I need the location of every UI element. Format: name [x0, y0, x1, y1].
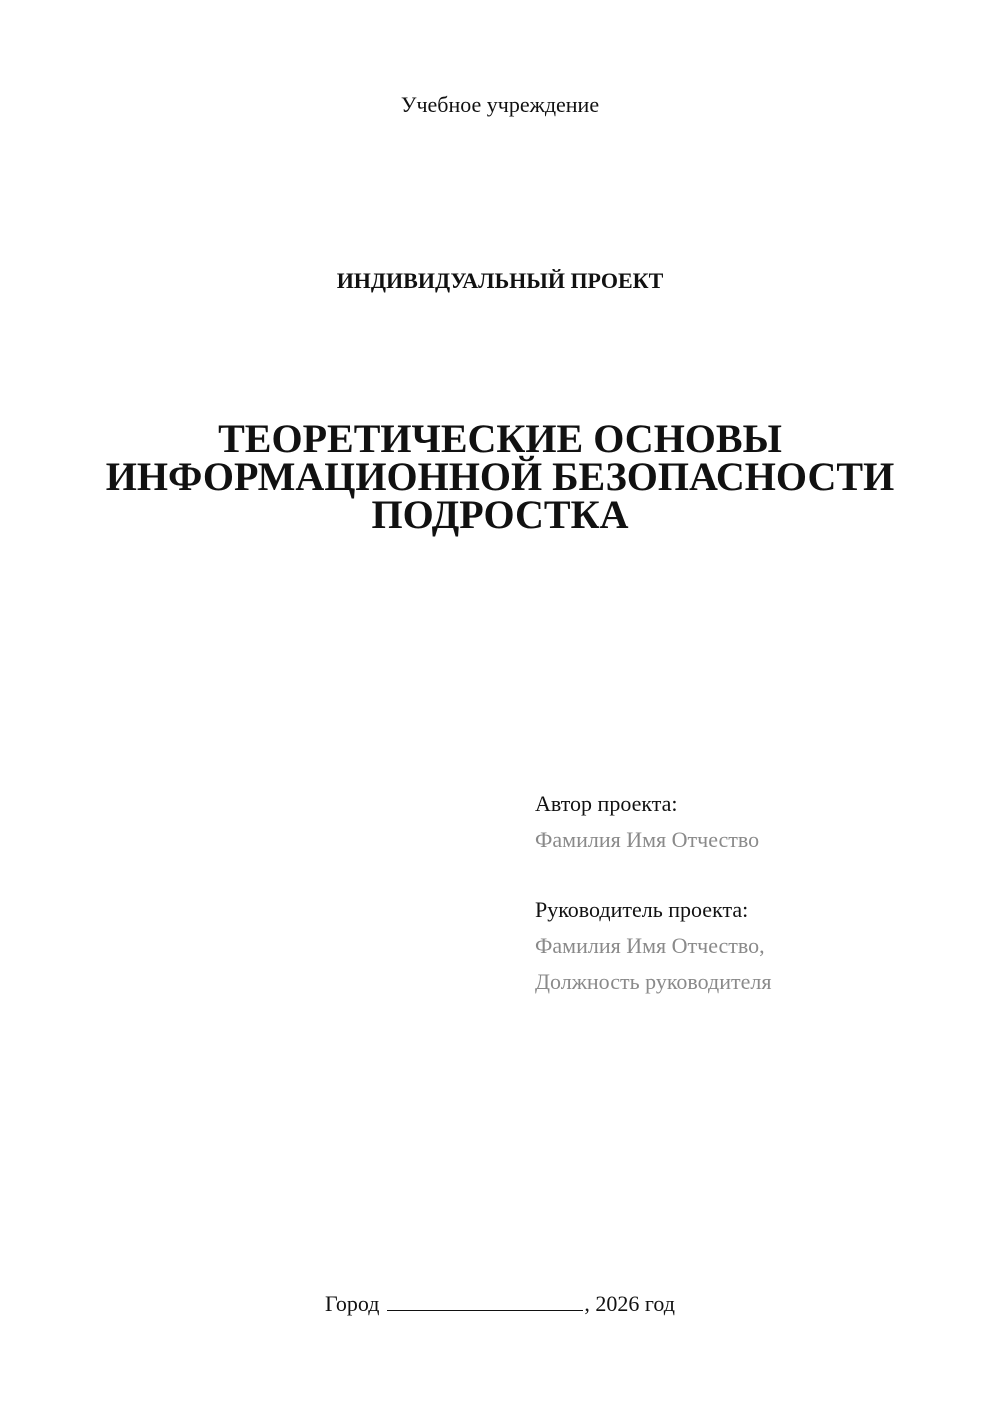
- supervisor-name: Фамилия Имя Отчество,: [535, 933, 765, 958]
- city-label: Город: [325, 1291, 380, 1316]
- author-name: Фамилия Имя Отчество: [535, 827, 760, 852]
- signature-block: [535, 786, 955, 1000]
- project-type-heading: ИНДИВИДУАЛЬНЫЙ ПРОЕКТ: [336, 268, 664, 293]
- project-title-line-1: ТЕОРЕТИЧЕСКИЕ ОСНОВЫ: [218, 416, 782, 461]
- institution-name: Учебное учреждение: [400, 92, 600, 117]
- supervisor-position: Должность руководителя: [535, 969, 772, 994]
- project-title-line-3: ПОДРОСТКА: [371, 492, 629, 537]
- project-title-line-2: ИНФОРМАЦИОННОЙ БЕЗОПАСНОСТИ: [105, 454, 895, 499]
- signature-spacer: [535, 858, 955, 892]
- supervisor-label: Руководитель проекта:: [535, 897, 749, 922]
- city-year-line: [0, 1290, 1000, 1318]
- year-text: , 2026 год: [584, 1291, 675, 1316]
- project-title: [60, 416, 940, 537]
- city-blank-line: [387, 1290, 583, 1311]
- author-label: Автор проекта:: [535, 791, 678, 816]
